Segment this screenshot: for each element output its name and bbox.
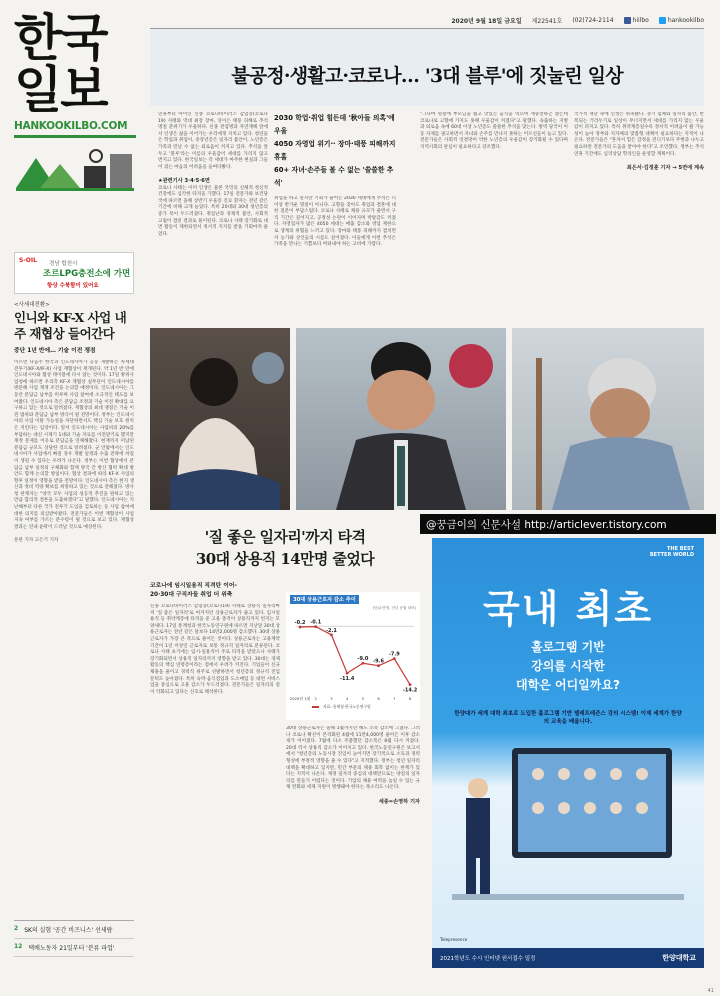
- sidebar-ad[interactable]: [14, 252, 134, 294]
- index-title: 택배노동자 21일부터 '분류 파업': [28, 945, 115, 952]
- chart-point: [393, 657, 396, 660]
- article2-subhead-2: 20·30대 구직자들 취업 더 위축: [150, 592, 233, 598]
- chart-data-label: -7.9: [388, 651, 400, 658]
- ad-question-line1: 홀로그램 기반: [531, 640, 605, 654]
- photo-elderly-man: [512, 328, 704, 510]
- chart-point: [361, 662, 364, 665]
- related-articles-label: ★관련기사 3·4·5·6면: [158, 177, 210, 184]
- chart-data-label: -11.4: [339, 676, 355, 683]
- article2-title[interactable]: [150, 526, 420, 570]
- article2-column-1: 신종 코로나바이러스 감염증(코로나19) 사태로 상용직 일자리마저 '질 좋은 일자리'로 여겨지던 상용근로자가 줄고 있다. 임시일용직 등 취약계층에 타격을 준 고용 충격이 상용직까지 번지는 모양새다. 17일 통계청과 한국노동연구원에 따르면 지난달 30대 상용근로자는 전년 같은 달보다 14만2,000명 감소했다. 30대 상용근로자가 가장 큰 폭으로 줄어든 것이다. 상용근로자는 고용계약 기간이 1년 이상인 근로자로 보통 정규직 일자리로 분류된다. 코로나 사태 초기에는 임시·일용직이 주로 타격을 받았으나 사태가 장기화되면서 상용직 일자리까지 영향을 받고 있다. 30대는 경제활동의 핵심 연령층이라는 점에서 우려가 커진다. 기업들이 신규 채용을 줄이고 경력직 위주로 선발하면서 청년층의 정규직 진입 문턱도 높아졌다. 특히 숙박·음식점업과 도소매업 등 대면 서비스업을 중심으로 고용 감소가 두드러졌다. 전문가들은 일자리의 질이 악화되고 있다는 신호로 해석한다.: [150, 604, 280, 695]
- article2-subheads: [150, 582, 280, 600]
- photo-young-woman: [150, 328, 290, 510]
- sidebar-index: [14, 920, 134, 957]
- ad-telepresence-label: Telepresence: [440, 937, 468, 942]
- facebook-handle: hiilbo: [632, 16, 649, 24]
- main-article-column-2: 2030 학업·취업 힘든데 '秋아들 의혹'에 우울 4050 자영업 위기·· 장마·태풍 피해까지 휴홀 60+ 자녀·손주들 볼 수 없는 '쓸쓸한 추석' 취업을 하고 싶지만 기회가 줄어든 2030 세대에게 추석은 더 이상 반가운 명절이 아니다. 고향을 찾아도 취업과 결혼에 대한 질문이 부담스럽다. 코로나 사태로 채용 규모가 줄면서 구직 기간은 길어지고, 공정성 논란이 이어지며 박탈감도 커졌다. 자영업자가 많은 4050 세대는 매출 감소와 영업 제한으로 생계의 위협을 느끼고 있다. 장마와 태풍 피해까지 겹치면서 농가와 상인들의 시름도 깊어졌다. 이들에게 이번 추석은 가족을 만나는 기쁨보다 버텨내야 하는 고비에 가깝다.: [274, 114, 396, 248]
- photo-young-woman-figure: [150, 328, 290, 510]
- legend-swatch: [312, 706, 319, 708]
- ad-question-line3: 대학은 어디일까요?: [516, 678, 620, 692]
- subhead-4050: 4050 자영업 위기·· 장마·태풍 피해까지 휴홀: [274, 140, 396, 161]
- masthead-title-line1: 한국: [14, 8, 107, 67]
- sidebar-byline: 문관 기자 고은기 기자: [14, 538, 59, 544]
- main-article-column-1: 연휴부터 아이인 신종 코로나바이러스 감염증(코로나19) 사태와 역대 최장 장마, 연이은 태풍 피해로 추석 명절 분위기가 우울하다. 신종 전염병과 자연재해 앞에서 인생은 삶을 이어가는 우리에게 지치고 있다. 청년들은 학업과 취업이, 중장년층은 일자리 불안이, 노년층은 가족과 만날 수 없는 외로움이 커지고 있다. 추석을 앞두고 '블루'라는 이름의 우울감이 세대를 가리지 않고 번지고 있다. 한국일보는 각 세대가 마주한 현실과 그들이 겪는 마음의 어려움을 들여다봤다. ★관련기사 3·4·5·6면 코로나 사태는 이미 인생은 물론 국민의 신체적 정신적 건강에도 심각한 타격을 가했다. 17일 전문가와 보건당국에 따르면 올해 상반기 우울증 진료 환자는 전년 같은 기간에 비해 크게 늘었다. 특히 20대와 30대 청년층의 증가 폭이 두드러졌다. 취업난과 경제적 불안, 사회적 고립이 겹친 결과로 풀이된다. 코로나 사태 장기화로 대면 활동이 제한되면서 정서적 지지를 받을 기회마저 줄었다.: [158, 112, 268, 237]
- issue-number: 제22541호: [531, 17, 563, 25]
- chart-point: [314, 625, 317, 628]
- chart-tick-label: 4: [345, 696, 349, 701]
- main-byline: 최은서·김정훈 기자 → 5면에 계속: [626, 164, 704, 171]
- main-headline[interactable]: 불공정·생활고·코로나… '3대 블루'에 짓눌린 일상: [231, 65, 623, 87]
- chart-tick-label: 2: [314, 696, 317, 701]
- article2-column-2: 30대 상용근로자는 올해 1월까지만 해도 소폭 감소에 그쳤다. 그러나 코로나 확산이 본격화된 4월에 11만4,000명 줄어든 이후 감소세가 이어졌다. 7월에 다소 주춤했던 감소폭은 8월 다시 커졌다. 20대 역시 상용직 감소가 이어지고 있다. 한국노동연구원은 보고서에서 "청년층의 노동시장 진입이 늦어지면 장기적으로 소득과 경력 형성에 부정적 영향을 줄 수 있다"고 지적했다. 정부는 청년 일자리 대책을 확대하고 있지만, 민간 부문의 채용 회복 없이는 한계가 있다는 지적이 나온다. 재정 일자리 중심의 대책만으로는 양질의 일자리를 만들기 어렵다는 것이다. 기업의 채용 여력을 높일 수 있는 규제 완화와 세제 지원이 병행돼야 한다는 목소리도 나온다. 세종=손영하 기자: [286, 726, 420, 805]
- employment-chart: [286, 592, 420, 720]
- sidebar-title[interactable]: 인니와 KF-X 사업 내주 재협상 들어간다: [14, 310, 127, 341]
- chart-tick-label: 3: [330, 696, 333, 701]
- twitter-link[interactable]: [659, 17, 704, 24]
- chart-data-label: -0.1: [310, 619, 322, 626]
- photo-middle-aged-man-figure: [296, 328, 506, 510]
- index-row[interactable]: [14, 939, 134, 957]
- ad-footer-university[interactable]: 한양대학교: [662, 954, 696, 962]
- sidebar-ad-line1: 경남 합천시: [49, 261, 78, 267]
- university-ad[interactable]: [432, 538, 704, 968]
- ad-headline: 국내 최초: [482, 587, 654, 631]
- sidebar-kicker: <사세대전환>: [14, 302, 50, 308]
- sidebar-ad-line3: 항상 수북함이 있어요: [47, 283, 99, 289]
- chart-legend: [312, 704, 371, 710]
- chart-source: 자료: 통계청·한국노동연구원: [323, 704, 371, 709]
- chart-tick-label: 8: [408, 696, 412, 701]
- subhead-2030: 2030 학업·취업 힘든데 '秋아들 의혹'에 우울: [274, 114, 395, 135]
- chart-point: [409, 683, 412, 686]
- sidebar-article: [14, 300, 134, 954]
- weather-illustration: [14, 144, 136, 192]
- ad-question-line2: 강의를 시작한: [531, 659, 605, 673]
- ad-description: 한양대가 세계 대학 최초로 도입한 홀로그램 기반 텔레프레즌스 강의 시스템! 이제 세계가 한양의 교육을 배웁니다.: [454, 711, 682, 725]
- chart-note: (단위:만명, 전년 동월 대비): [372, 606, 416, 610]
- masthead-url[interactable]: HANKOOKILBO.COM: [14, 120, 128, 132]
- lecture-hall-illustration: [452, 738, 684, 908]
- s-oil-logo: S-OIL: [19, 257, 37, 264]
- chart-svg: [286, 592, 420, 720]
- chart-data-label: -0.2: [294, 620, 306, 627]
- masthead: [14, 8, 136, 196]
- article2-subhead-1: 코로나에 임시일용직 직격탄 이어-: [150, 583, 237, 589]
- index-row[interactable]: [14, 921, 134, 939]
- page-number: 41: [707, 988, 714, 994]
- twitter-icon: [659, 17, 666, 24]
- main-article-column-4: 국가적 재난 속에 인생은 위축됐다. 경기 침체와 일자리 불안, 반복되는 거리두기로 일상이 무너지면서 세대를 가리지 않는 우울감이 퍼지고 있다. 특히 취약계층일수록 정서적 어려움이 클 가능성이 높아 정부와 지자체의 맞춤형 대책이 필요하다는 지적이 나온다. 전문가들은 "혼자서 힘든 감정을 견디기보다 주변과 나누고 필요하면 전문가의 도움을 받아야 한다"고 조언했다. 정부는 추석 연휴 기간에도 심리상담 핫라인을 운영할 계획이다. 최은서·김정훈 기자 → 5면에 계속: [574, 112, 704, 171]
- ad-slogan-line1: THE BEST: [667, 546, 694, 552]
- chart-point: [346, 672, 349, 675]
- blog-watermark: @꿍금이의 신문사설 http://articlever.tistory.com: [420, 514, 716, 534]
- headline-banner: [150, 28, 704, 106]
- chart-point: [377, 664, 380, 667]
- facebook-icon: [624, 17, 631, 24]
- chart-data-label: -9.0: [357, 656, 369, 663]
- index-page-number: 2: [14, 925, 19, 932]
- chart-title: 30대 상용근로자 감소 추이: [290, 595, 359, 604]
- masthead-rule: [14, 135, 136, 138]
- ad-footer: [432, 948, 704, 968]
- info-bar: [150, 14, 704, 26]
- sidebar-ad-line2: 조르LPG충전소에 가면: [43, 269, 131, 279]
- index-title: SK의 실험 '공간 비즈니스' 선새람: [24, 927, 113, 934]
- article2-title-line2: 30대 상용직 14만명 줄었다: [195, 550, 375, 568]
- index-page-number: 12: [14, 943, 23, 950]
- sidebar-subhead: 중단 1년 반에… 기술 이전 쟁점: [14, 348, 96, 354]
- main-subheads: [274, 112, 396, 190]
- masthead-title-line2: 일보: [14, 60, 107, 119]
- masthead-title: [14, 8, 136, 119]
- ad-footer-schedule: 2021학년도 수시 인터넷 원서접수 일정: [440, 956, 536, 962]
- facebook-link[interactable]: [624, 17, 649, 24]
- article2-title-line1: '질 좋은 일자리'까지 타격: [204, 528, 366, 546]
- main-article-column-3: "그나마 명절에 부모님을 뵙고 맛있는 음식을 먹으며 재충전하곤 했는데 코로나로 고향에 가지도 못해 우울감이 커졌다"고 말했다. 속출하는 지병과 외로움 속에 60대 이상 노년층도 쓸쓸한 추석을 맞는다. 방역 당국이 이동 자제를 권고하면서 자녀와 손주를 만나지 못하는 어르신들이 늘고 있다. 전문가들은 사회적 연결망이 약한 노년층의 우울감이 장기화될 수 있다며 지역사회의 관심이 필요하다고 강조했다.: [420, 112, 568, 150]
- phone-number: (02)724-2114: [572, 16, 614, 24]
- chart-point: [299, 626, 302, 629]
- subhead-60plus: 60+ 자녀·손주들 볼 수 없는 '쓸쓸한 추석': [274, 166, 394, 187]
- ad-slogan: [650, 546, 694, 558]
- ad-slogan-line2: BETTER WORLD: [649, 552, 694, 558]
- twitter-handle: hankookilbo: [667, 16, 704, 24]
- chart-data-label: -2.1: [325, 627, 337, 634]
- photo-elderly-man-figure: [512, 328, 704, 510]
- photo-middle-aged-man: [296, 328, 506, 510]
- chart-point: [330, 633, 333, 636]
- chart-data-label: -14.2: [402, 687, 418, 694]
- chart-data-label: -9.6: [373, 658, 385, 665]
- chart-tick-label: 7: [393, 696, 396, 701]
- chart-tick-label: 6: [377, 696, 380, 701]
- article2-byline: 세종=손영하 기자: [378, 798, 420, 805]
- issue-date: 2020년 9월 18일 금요일: [451, 17, 522, 25]
- chart-tick-label: 2020년 1월: [289, 696, 311, 701]
- sidebar-body: 이르면 다음주 한국과 인도네시아가 공동 개발하는 차세대 전투기(KF-X/IF-X) 사업 재협상이 재개된다. 약 1년 반 만에 인도네시아와 협상 테이블에 다시 앉는 것이다. 17일 방위사업청에 따르면 우리측 KF-X 재협상 실무단이 인도네시아를 방문해 사업 재개 조건을 논의할 예정이다. 인도네시아는 그동안 분담금 납부를 미루며 사업 참여에 소극적인 태도를 보여왔다. 인도네시아 측은 분담금 조정과 기술 이전 확대를 요구하고 있는 것으로 알려졌다. 재협상의 최대 쟁점은 기술 이전 범위와 분담금 납부 방식이 될 전망이다. 정부는 인도네시아의 사업 이탈 가능성을 차단하면서도 핵심 기술 보호 원칙은 지킨다는 입장이다. 앞서 인도네시아는 사업비의 20%를 부담하는 대신 시제기 1대와 기술 자료를 이전받기로 했지만 재정 문제를 이유로 분담금을 연체해왔다. 현재까지 미납된 분담금 규모도 상당한 것으로 알려졌다. 군 안팎에서는 인도네시아가 사업에서 빠질 경우 개발 일정과 수출 전략에 차질이 생길 수 있다는 우려가 나온다. 정부는 이번 협상에서 분담금 납부 일정의 구체화와 함께 양국 간 방산 협력 확대 방안도 함께 논의할 방침이다. 협상 결과에 따라 KF-X 사업의 향후 일정이 영향을 받을 전망이다. 인도네시아 측은 현지 생산과 정비 역량 확보를 희망하고 있는 것으로 전해졌다. 방사청 관계자는 "양국 모두 사업의 성공적 추진을 원하고 있는 만큼 합리적 결론을 도출하겠다"고 말했다. 인도네시아는 지난해부터 다른 국가 전투기 도입을 검토하는 등 사업 참여에 대한 의지를 의심받아왔다. 전문가들은 이번 재협상이 사업 지속 여부를 가르는 분수령이 될 것으로 보고 있다. 재협상 결과는 연내 윤곽이 드러날 것으로 예상된다. 문관 기자 고은기 기자: [14, 360, 134, 544]
- chart-tick-label: 5: [361, 696, 365, 701]
